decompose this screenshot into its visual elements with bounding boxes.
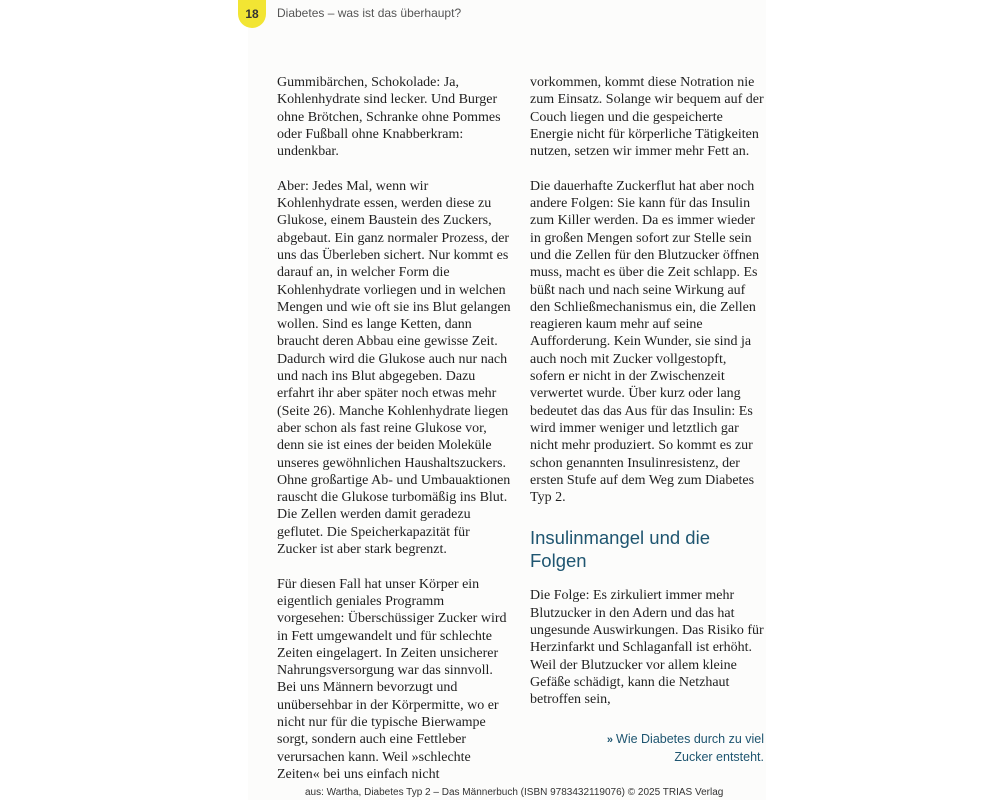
source-footer: aus: Wartha, Diabetes Typ 2 – Das Männerbuch (ISBN 9783432119076) © 2025 TRIAS Verlag bbox=[305, 787, 724, 798]
paragraph: Gummibärchen, Schokolade: Ja, Kohlenhydrate sind lecker. Und Burger ohne Brötchen, Schranke ohne Pommes oder Fußball ohne Knabberkram: undenkbar. bbox=[277, 75, 501, 160]
paragraph: Aber: Jedes Mal, wenn wir Kohlenhydrate essen, werden diese zu Glukose, einem Baustein des Zuckers, abgebaut. Ein ganz normaler Prozess, der uns das Überleben sichert. Nur kommt es darauf an, in welcher Form die Kohlenhydrate vorliegen und in welchen Mengen und wie oft sie ins Blut gelangen wollen. Sind es lange Ketten, dann braucht deren Abbau eine gewisse Zeit. Dadurch wird die Glukose auch nur nach und nach ins Blut abgegeben. Dazu erfahrt ihr aber später noch etwas mehr (Seite 26). Manche Kohlenhydrate liegen aber schon als fast reine Glukose vor, denn sie ist eines der beiden Moleküle unseres gewöhnlichen Haushaltszuckers. Ohne großartige Ab- und Umbauaktionen rauscht die Glukose turbomäßig ins Blut. Die Zellen werden damit geradezu geflutet. Die Speicherkapazität für Zucker ist aber stark begrenzt. bbox=[277, 178, 511, 558]
paragraph: Für diesen Fall hat unser Körper ein eigentlich geniales Programm vorgesehen: Überschüssiger Zucker wird in Fett umgewandelt und für schlechte Zeiten eingelagert. In Zeiten unsicherer Nahrungsversorgung war das sinnvoll. Bei uns Männern bevorzugt und unübersehbar in der Körpermitte, wo er nicht nur für die typische Bierwampe sorgt, sondern auch eine Fettleber verursachen kann. Weil »schlechte Zeiten« bei uns einfach nicht bbox=[277, 576, 507, 782]
cross-reference-line1: Wie Diabetes durch zu viel bbox=[616, 731, 764, 746]
running-title: Diabetes – was ist das überhaupt? bbox=[277, 6, 462, 20]
paragraph: Die Folge: Es zirkuliert immer mehr Blutzucker in den Adern und das hat ungesunde Auswirkungen. Das Risiko für Herzinfarkt und Schlaganfall ist erhöht. Weil der Blutzucker vor allem kleine Gefäße schädigt, kann die Netzhaut betroffen sein, bbox=[530, 588, 764, 708]
paragraph: Die dauerhafte Zuckerflut hat aber noch andere Folgen: Sie kann für das Insulin zum Killer werden. Da es immer wieder in großen Mengen sofort zur Stelle sein und die Zellen für den Blutzucker öffnen muss, macht es über die Zeit schlapp. Es büßt nach und nach seine Wirkung auf den Schließmechanismus ein, die Zellen reagieren kaum mehr auf seine Aufforderung. Kein Wunder, sie sind ja auch noch mit Zucker vollgestopft, sofern er nicht in der Zwischenzeit verwertet wurde. Über kurz oder lang bedeutet das das Aus für das Insulin: Es wird immer weniger und letztlich gar nicht mehr produziert. So kommt es zur schon genannten Insulinresistenz, der ersten Stufe auf dem Weg zum Diabetes Typ 2. bbox=[530, 178, 760, 506]
cross-reference-line2: Zucker entsteht. bbox=[674, 749, 764, 764]
cross-reference-link[interactable] bbox=[530, 731, 764, 766]
right-column bbox=[530, 74, 764, 766]
page-number: 18 bbox=[245, 7, 259, 21]
page-number-badge bbox=[238, 0, 266, 28]
section-heading: Insulinmangel und die Folgen bbox=[530, 527, 710, 572]
paragraph: vorkommen, kommt diese Notration nie zum Einsatz. Solange wir bequem auf der Couch liegen und die gespeicherte Energie nicht für körperliche Tätigkeiten nutzen, setzen wir immer mehr Fett an. bbox=[530, 75, 764, 160]
left-column bbox=[277, 74, 511, 783]
double-chevron-right-icon: » bbox=[606, 733, 614, 746]
